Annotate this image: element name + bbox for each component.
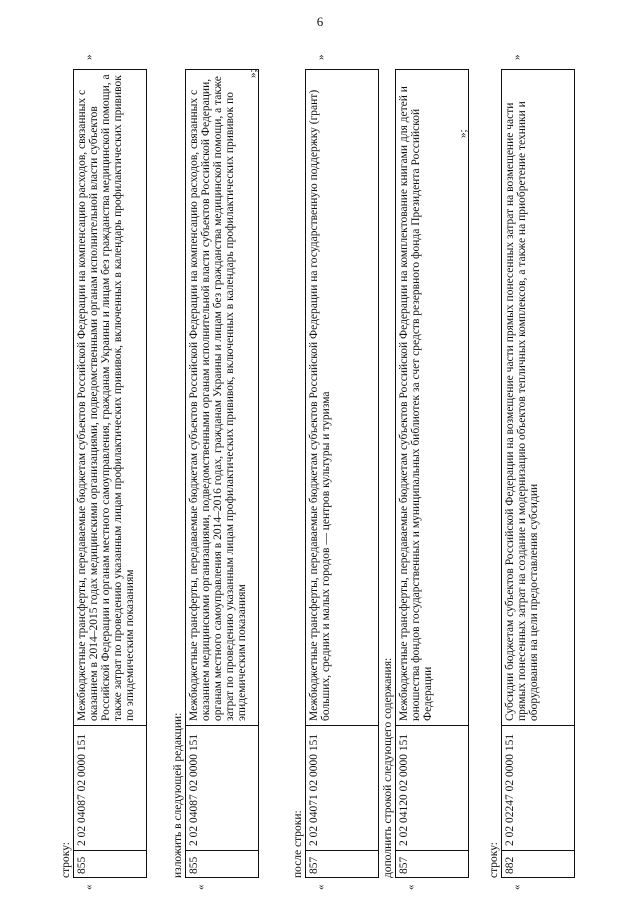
admin-code-cell: 855 [74, 850, 146, 877]
description-cell: Субсидии бюджетам субъектов Российской Федерации на возмещение части прямых понесенных затрат на возмещение части прямых понесенных затрат на создание и модернизацию объектов тепличных комплексов, а также на приобретение техники и оборудования на цели предоставления субсидии [504, 101, 540, 721]
kbk-code-cell: 2 02 04087 02 0000 151 [74, 725, 146, 850]
page-number: 6 [316, 14, 324, 29]
admin-code-cell: 857 [306, 850, 378, 877]
amendment-section [60, 54, 150, 890]
close-quote: » [315, 54, 327, 60]
amendment-section [488, 54, 578, 890]
budget-table-row [73, 69, 147, 878]
section-caption: дополнить строкой следующего содержания: [382, 657, 394, 878]
amendment-section [382, 69, 472, 890]
amendment-section [172, 69, 262, 890]
close-quote: » [511, 54, 523, 60]
closing-quote-semicolon: »; [457, 129, 469, 138]
close-quote: » [83, 54, 95, 60]
budget-table-row [395, 69, 469, 878]
description-cell: Межбюджетные трансферты, передаваемые бюджетам субъектов Российской Федерации на компенсацию расходов, связанных с оказанием в 2014–2015 годах медицинскими организациями, подведомственными органам исполнительной власти субъектов Российской Федерации и органам местного самоуправления, гражданам Украины и лицам без гражданства медицинской помощи, а также затрат по проведению указанным лицам профилактических прививок, включенных в календарь профилактических прививок по эпидемическим показаниям [76, 74, 136, 721]
closing-quote-semicolon: »; [247, 69, 259, 78]
budget-table-row [501, 69, 575, 878]
kbk-code-cell: 2 02 04120 02 0000 151 [396, 725, 468, 850]
budget-table-row [185, 69, 259, 878]
description-cell: Межбюджетные трансферты, передаваемые бюджетам субъектов Российской Федерации на комплектование книгами для детей и юношества фондов государственных и муниципальных библиотек за счет средств резервного фонда Президента Российской Федерации [398, 86, 434, 721]
description-cell: Межбюджетные трансферты, передаваемые бюджетам субъектов Российской Федерации на компенсацию расходов, связанных с оказанием медицинскими организациями, подведомственными органам исполнительной власти субъектов Российской Федерации, органам местного самоуправления в 2014–2016 годах, гражданам Украины и лицам без гражданства медицинской помощи, а также затрат по проведению указанным лицам профилактических прививок, включенных в календарь профилактических прививок по эпидемическим показаниям [188, 76, 248, 721]
admin-code-cell: 855 [186, 850, 258, 877]
open-quote: « [405, 884, 417, 890]
section-caption: строку: [488, 842, 500, 878]
section-caption: строку: [60, 842, 72, 878]
open-quote: « [83, 884, 95, 890]
kbk-code-cell: 2 02 02247 02 0000 151 [502, 725, 574, 850]
section-caption: изложить в следующей редакции: [172, 712, 184, 878]
kbk-code-cell: 2 02 04071 02 0000 151 [306, 725, 378, 850]
amendment-section [292, 54, 382, 890]
admin-code-cell: 857 [396, 850, 468, 877]
open-quote: « [315, 884, 327, 890]
section-caption: после строки: [292, 810, 304, 878]
budget-table-row [305, 69, 379, 878]
open-quote: « [195, 884, 207, 890]
kbk-code-cell: 2 02 04087 02 0000 151 [186, 725, 258, 850]
open-quote: « [511, 884, 523, 890]
description-cell: Межбюджетные трансферты, передаваемые бюджетам субъектов Российской Федерации на государственную поддержку (грант) больших, средних и малых городов — центров культуры и туризма [308, 89, 332, 721]
admin-code-cell: 882 [502, 850, 574, 877]
amendment-list [60, 54, 580, 890]
